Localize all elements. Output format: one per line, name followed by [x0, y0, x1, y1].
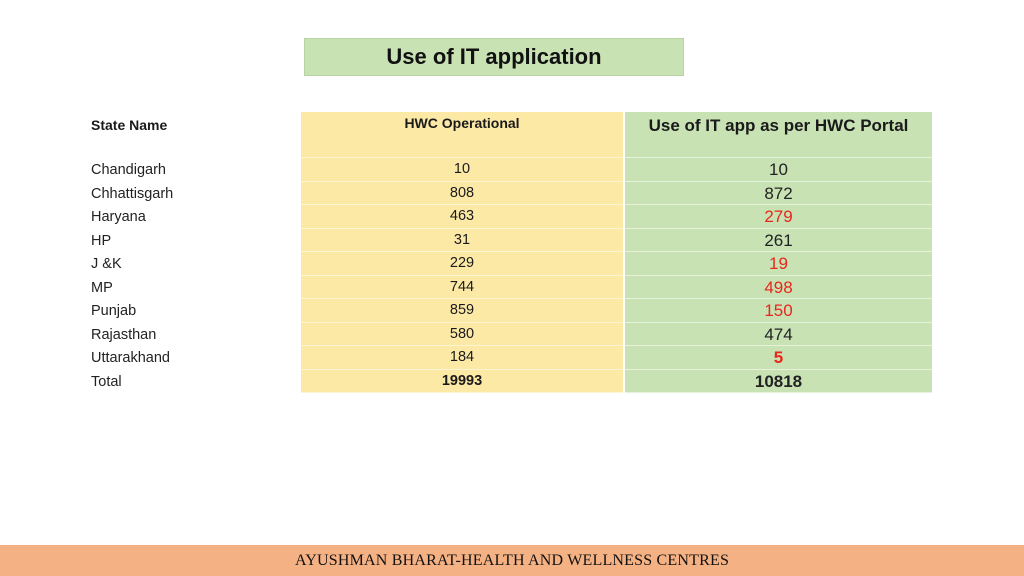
it-app-cell: 498: [625, 276, 932, 300]
state-name-cell: J &K: [91, 256, 122, 272]
state-name-cell: Rajasthan: [91, 326, 157, 343]
footer-banner: AYUSHMAN BHARAT-HEALTH AND WELLNESS CENTRES: [0, 545, 1024, 576]
state-name-cell: Chandigarh: [91, 162, 166, 178]
state-header: State Name: [91, 117, 168, 133]
it-app-cell: 474: [625, 323, 932, 347]
slide-title: Use of IT application: [304, 38, 684, 76]
it-app-cell: 872: [625, 182, 932, 206]
it-app-cell: 261: [625, 229, 932, 253]
hwc-operational-cell: 744: [301, 276, 623, 300]
hwc-operational-column: [301, 112, 623, 393]
hwc-operational-cell: 808: [301, 182, 623, 206]
hwc-operational-cell: 859: [301, 299, 623, 323]
state-rows: [91, 159, 291, 371]
state-name-cell: Chhattisgarh: [91, 185, 174, 202]
hwc-operational-cell: 229: [301, 252, 623, 276]
hwc-operational-cell: 184: [301, 346, 623, 370]
hwc-operational-cell: 10: [301, 158, 623, 182]
it-app-cell: 150: [625, 299, 932, 323]
it-total: 10818: [625, 370, 932, 394]
it-app-cell: 279: [625, 205, 932, 229]
hwc-header: HWC Operational: [301, 112, 623, 158]
hwc-operational-cell: 580: [301, 323, 623, 347]
state-name-cell: Uttarakhand: [91, 350, 170, 366]
state-name-cell: Haryana: [91, 209, 146, 225]
hwc-operational-cell: 463: [301, 205, 623, 229]
header-spacer: [91, 137, 291, 159]
it-app-cell: 10: [625, 158, 932, 182]
it-rows: [625, 158, 932, 370]
state-name-cell: MP: [91, 279, 113, 296]
it-app-cell: 5: [625, 346, 932, 370]
hwc-operational-cell: 31: [301, 229, 623, 253]
state-column: [91, 113, 291, 394]
hwc-rows: [301, 158, 623, 370]
state-name-cell: HP: [91, 232, 112, 249]
it-app-cell: 19: [625, 252, 932, 276]
state-total-label: Total: [91, 373, 122, 390]
it-app-column: [625, 112, 932, 393]
hwc-total: 19993: [301, 370, 623, 394]
state-name-cell: Punjab: [91, 303, 137, 319]
it-header: Use of IT app as per HWC Portal: [625, 112, 932, 158]
